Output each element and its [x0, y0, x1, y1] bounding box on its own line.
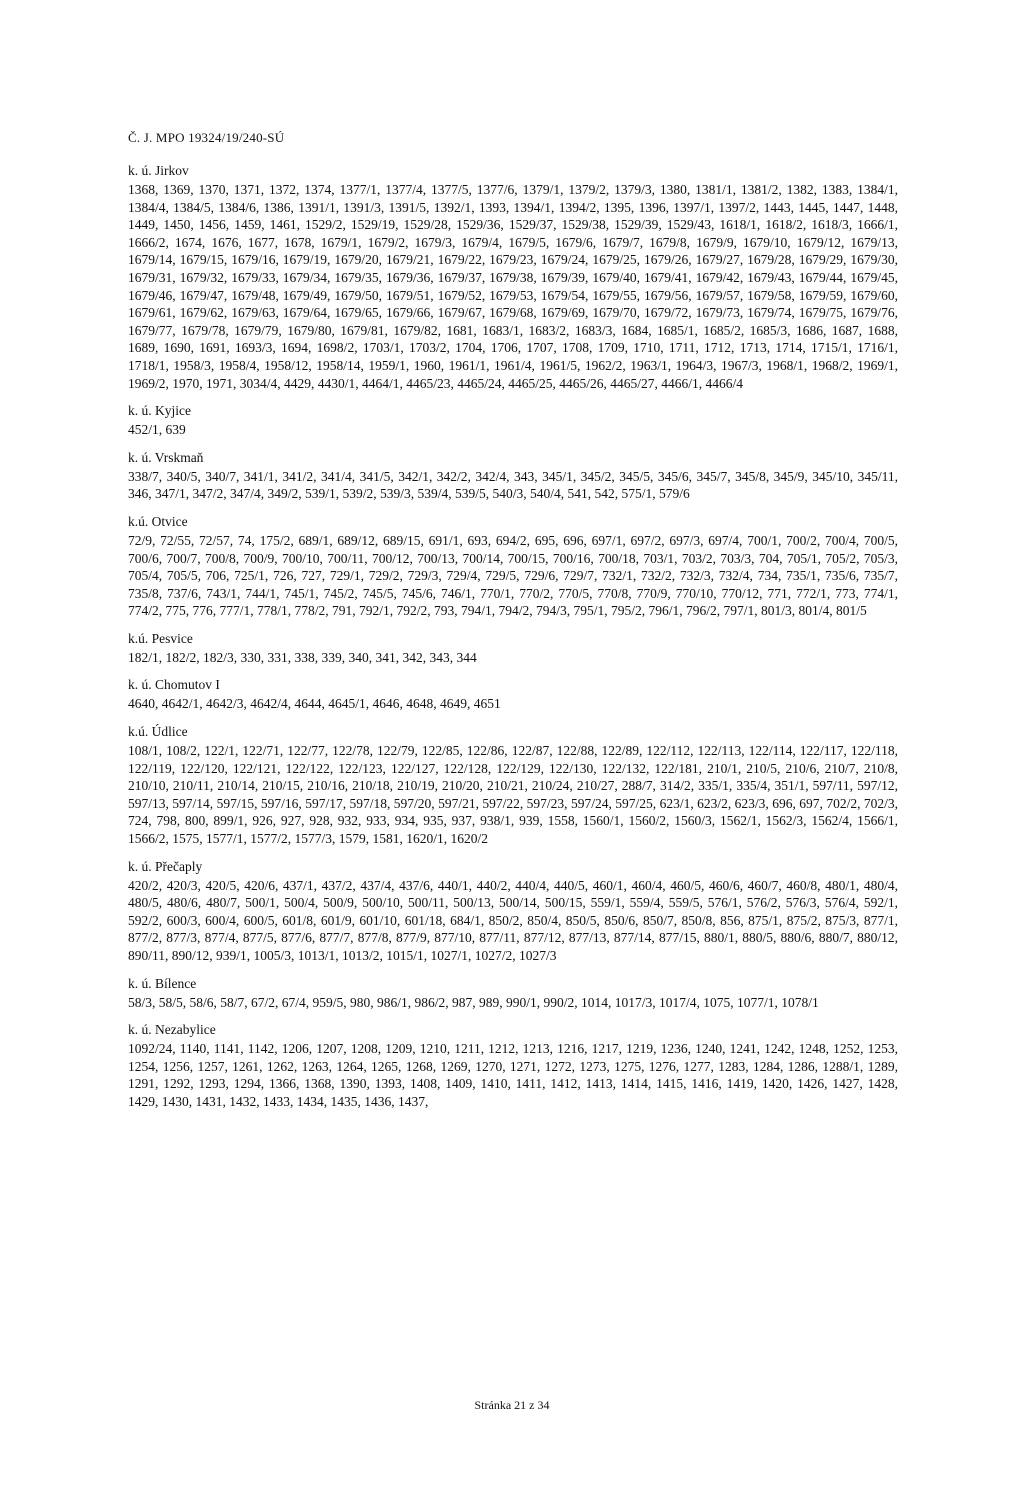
section-kyjice: [128, 402, 898, 439]
section-title: k. ú. Nezabylice: [128, 1022, 216, 1038]
parcel-numbers: 4640, 4642/1, 4642/3, 4642/4, 4644, 4645/1, 4646, 4648, 4649, 4651: [128, 696, 501, 712]
parcel-numbers: 72/9, 72/55, 72/57, 74, 175/2, 689/1, 689/12, 689/15, 691/1, 693, 694/2, 695, 696, 697/1, 697/2, 697/3, 697/4, 700/1, 700/2, 700/4, 700/5, 700/6, 700/7, 700/8, 700/9, 700/10, 700/11, 700/12, 700/13, 700/14, 700/15, 700/16, 700/18, 703/1, 703/2, 703/3, 704, 705/1, 705/2, 705/3, 705/4, 705/5, 706, 725/1, 726, 727, 729/1, 729/2, 729/3, 729/4, 729/5, 729/6, 729/7, 732/1, 732/2, 732/3, 732/4, 734, 735/1, 735/6, 735/7, 735/8, 737/6, 743/1, 744/1, 745/1, 745/2, 745/5, 745/6, 746/1, 770/1, 770/2, 770/5, 770/8, 770/9, 770/10, 770/12, 771, 772/1, 773, 774/1, 774/2, 775, 776, 777/1, 778/1, 778/2, 791, 792/1, 792/2, 793, 794/1, 794/2, 794/3, 795/1, 795/2, 796/1, 796/2, 797/1, 801/3, 801/4, 801/5: [128, 532, 898, 619]
section-udlice: [128, 723, 898, 848]
parcel-list: [128, 162, 898, 1121]
section-title: k.ú. Pesvice: [128, 630, 193, 646]
section-pesvice: [128, 630, 898, 667]
page-number: Stránka 21 z 34: [474, 1398, 550, 1412]
section-title: k. ú. Vrskmaň: [128, 449, 204, 465]
parcel-numbers: 182/1, 182/2, 182/3, 330, 331, 338, 339, 340, 341, 342, 343, 344: [128, 649, 477, 665]
section-title: k. ú. Bílence: [128, 975, 197, 991]
section-otvice: [128, 513, 898, 620]
section-nezabylice: [128, 1021, 898, 1110]
parcel-numbers: 58/3, 58/5, 58/6, 58/7, 67/2, 67/4, 959/5, 980, 986/1, 986/2, 987, 989, 990/1, 990/2, 1014, 1017/3, 1017/4, 1075, 1077/1, 1078/1: [128, 994, 819, 1010]
parcel-numbers: 1368, 1369, 1370, 1371, 1372, 1374, 1377/1, 1377/4, 1377/5, 1377/6, 1379/1, 1379/2, 1379/3, 1380, 1381/1, 1381/2, 1382, 1383, 1384/1, 1384/4, 1384/5, 1384/6, 1386, 1391/1, 1391/3, 1391/5, 1392/1, 1393, 1394/1, 1394/2, 1395, 1396, 1397/1, 1397/2, 1443, 1445, 1447, 1448, 1449, 1450, 1456, 1459, 1461, 1529/2, 1529/19, 1529/28, 1529/36, 1529/37, 1529/38, 1529/39, 1529/43, 1618/1, 1618/2, 1618/3, 1666/1, 1666/2, 1674, 1676, 1677, 1678, 1679/1, 1679/2, 1679/3, 1679/4, 1679/5, 1679/6, 1679/7, 1679/8, 1679/9, 1679/10, 1679/12, 1679/13, 1679/14, 1679/15, 1679/16, 1679/19, 1679/20, 1679/21, 1679/22, 1679/23, 1679/24, 1679/25, 1679/26, 1679/27, 1679/28, 1679/29, 1679/30, 1679/31, 1679/32, 1679/33, 1679/34, 1679/35, 1679/36, 1679/37, 1679/38, 1679/39, 1679/40, 1679/41, 1679/42, 1679/43, 1679/44, 1679/45, 1679/46, 1679/47, 1679/48, 1679/49, 1679/50, 1679/51, 1679/52, 1679/53, 1679/54, 1679/55, 1679/56, 1679/57, 1679/58, 1679/59, 1679/60, 1679/61, 1679/62, 1679/63, 1679/64, 1679/65, 1679/66, 1679/67, 1679/68, 1679/69, 1679/70, 1679/72, 1679/73, 1679/74, 1679/75, 1679/76, 1679/77, 1679/78, 1679/79, 1679/80, 1679/81, 1679/82, 1681, 1683/1, 1683/2, 1683/3, 1684, 1685/1, 1685/2, 1685/3, 1686, 1687, 1688, 1689, 1690, 1691, 1693/3, 1694, 1698/2, 1703/1, 1703/2, 1704, 1706, 1707, 1708, 1709, 1710, 1711, 1712, 1713, 1714, 1715/1, 1716/1, 1718/1, 1958/3, 1958/4, 1958/12, 1958/14, 1959/1, 1960, 1961/1, 1961/4, 1961/5, 1962/2, 1963/1, 1964/3, 1967/3, 1968/1, 1968/2, 1969/1, 1969/2, 1970, 1971, 3034/4, 4429, 4430/1, 4464/1, 4465/23, 4465/24, 4465/25, 4465/26, 4465/27, 4466/1, 4466/4: [128, 182, 898, 391]
section-title: k. ú. Chomutov I: [128, 677, 220, 693]
parcel-numbers: 108/1, 108/2, 122/1, 122/71, 122/77, 122/78, 122/79, 122/85, 122/86, 122/87, 122/88, 122/89, 122/112, 122/113, 122/114, 122/117, 122/118, 122/119, 122/120, 122/121, 122/122, 122/123, 122/127, 122/128, 122/129, 122/130, 122/132, 122/181, 210/1, 210/5, 210/6, 210/7, 210/8, 210/10, 210/11, 210/14, 210/15, 210/16, 210/18, 210/19, 210/20, 210/21, 210/24, 210/27, 288/7, 314/2, 335/1, 335/4, 351/1, 597/11, 597/12, 597/13, 597/14, 597/15, 597/16, 597/17, 597/18, 597/20, 597/21, 597/22, 597/23, 597/24, 597/25, 623/1, 623/2, 623/3, 696, 697, 702/2, 702/3, 724, 798, 800, 899/1, 926, 927, 928, 932, 933, 934, 935, 937, 938/1, 939, 1558, 1560/1, 1560/2, 1560/3, 1562/1, 1562/3, 1562/4, 1566/1, 1566/2, 1575, 1577/1, 1577/2, 1577/3, 1579, 1581, 1620/1, 1620/2: [128, 743, 898, 847]
parcel-numbers: 420/2, 420/3, 420/5, 420/6, 437/1, 437/2, 437/4, 437/6, 440/1, 440/2, 440/4, 440/5, 460/1, 460/4, 460/5, 460/6, 460/7, 460/8, 480/1, 480/4, 480/5, 480/6, 480/7, 500/1, 500/4, 500/9, 500/10, 500/11, 500/13, 500/14, 500/15, 559/1, 559/4, 559/5, 576/1, 576/2, 576/3, 576/4, 592/1, 592/2, 600/3, 600/4, 600/5, 601/8, 601/9, 601/10, 601/18, 684/1, 850/2, 850/4, 850/5, 850/6, 850/7, 850/8, 856, 875/1, 875/2, 875/3, 877/1, 877/2, 877/3, 877/4, 877/5, 877/6, 877/7, 877/8, 877/9, 877/10, 877/11, 877/12, 877/13, 877/14, 877/15, 880/1, 880/5, 880/6, 880/7, 880/12, 890/11, 890/12, 939/1, 1005/3, 1013/1, 1013/2, 1015/1, 1027/1, 1027/2, 1027/3: [128, 877, 898, 963]
section-jirkov: [128, 162, 898, 392]
section-vrskman: [128, 449, 898, 503]
section-precaply: [128, 858, 898, 965]
section-title: k. ú. Přečaply: [128, 858, 203, 874]
section-title: k. ú. Kyjice: [128, 403, 191, 419]
parcel-numbers: 338/7, 340/5, 340/7, 341/1, 341/2, 341/4, 341/5, 342/1, 342/2, 342/4, 343, 345/1, 345/2, 345/5, 345/6, 345/7, 345/8, 345/9, 345/10, 345/11, 346, 347/1, 347/2, 347/4, 349/2, 539/1, 539/2, 539/3, 539/4, 539/5, 540/3, 540/4, 541, 542, 575/1, 579/6: [128, 468, 898, 502]
section-title: k. ú. Jirkov: [128, 163, 189, 178]
section-bilence: [128, 975, 898, 1012]
section-chomutov-i: [128, 676, 898, 713]
section-title: k.ú. Údlice: [128, 724, 188, 740]
section-title: k.ú. Otvice: [128, 513, 188, 529]
document-reference: Č. J. MPO 19324/19/240-SÚ: [128, 130, 285, 145]
parcel-numbers: 452/1, 639: [128, 422, 186, 438]
parcel-numbers: 1092/24, 1140, 1141, 1142, 1206, 1207, 1208, 1209, 1210, 1211, 1212, 1213, 1216, 1217, 1219, 1236, 1240, 1241, 1242, 1248, 1252, 1253, 1254, 1256, 1257, 1261, 1262, 1263, 1264, 1265, 1268, 1269, 1270, 1271, 1272, 1273, 1275, 1276, 1277, 1283, 1284, 1286, 1288/1, 1289, 1291, 1292, 1293, 1294, 1366, 1368, 1390, 1393, 1408, 1409, 1410, 1411, 1412, 1413, 1414, 1415, 1416, 1419, 1420, 1426, 1427, 1428, 1429, 1430, 1431, 1432, 1433, 1434, 1435, 1436, 1437,: [128, 1041, 898, 1109]
